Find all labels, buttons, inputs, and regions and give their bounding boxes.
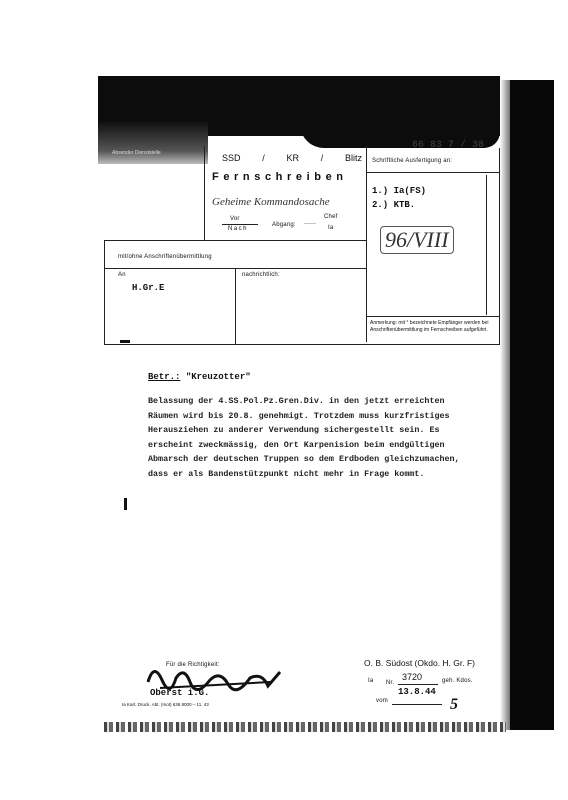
nachrichtlich-rule [235,268,236,344]
header-middle-rule [366,146,367,342]
blitz-label: Blitz [344,153,362,163]
abgang-value: —— [304,221,317,227]
nachrichtlich-label: nachrichtlich: [242,272,280,278]
an-row-left-rule [104,240,105,344]
fur-richtigkeit-label: Für die Richtigkeit: [166,662,220,668]
an-row-top-rule [104,240,366,241]
fernschreiben-title: Fernschreiben [212,171,348,183]
body-line: dass er als Bandenstützpunkt nicht mehr in Frage kommt. [148,468,425,479]
margin-mark [124,498,127,510]
top-dark-band-fade [98,120,208,164]
an-label: An [118,272,126,278]
subject-line [148,372,251,382]
anschrift-label: mit/ohne Anschriftenübermittlung [118,254,212,260]
vom-rule [392,704,442,705]
body-line: Abmarsch der deutschen Truppen so dem Erdboden gleichzumachen, [148,454,460,465]
handwritten-note: 96/VIII [380,226,454,254]
nr-value: 3720 [402,672,423,682]
kr-label: KR [286,153,299,163]
slash-2: / [320,153,324,163]
absender-label: Absender Dienststelle [112,150,161,156]
abgang-label: Abgang: [272,222,296,228]
reference-number: 66 83 7 / 38 [412,140,485,151]
ob-sudost: O. B. Südost (Okdo. H. Gr. F) [364,658,476,668]
anmerkung-rule [366,316,500,317]
body-line: erscheint zweckmässig, den Ort Karpenision beim endgültigen [148,439,445,450]
right-band-noise [500,80,510,730]
body-line: Herausziehen zu anderer Verwendung sichergestellt sein. Es [148,425,440,436]
recipient-top-rule [366,172,500,173]
header-right-rule [499,148,500,344]
betr-label: Betr.: [148,372,181,382]
oberst-signature: Oberst i.G. [150,688,210,698]
recipient-2: 2.) KTB. [372,200,416,210]
bottom-noise-band [104,722,506,732]
slash-1: / [262,153,265,163]
body-line: Räumen wird bis 20.8. genehmigt. Trotzdem muss kurzfristiges [148,410,450,421]
nr-rule [398,684,438,685]
printer-imprint: Ia Kart. Druck. Abt. (mot) 636 8000 – 11. 43 [122,702,209,707]
geheime-stamp: Geheime Kommandosache [212,196,330,208]
ssd-label: SSD [222,153,241,163]
vor-label: Vor [230,216,240,222]
geh-kdos: geh. Kdos. [442,678,473,684]
vom-label: vom [376,698,388,704]
right-dark-band [506,80,554,730]
footer-date: 13.8.44 [398,687,436,697]
ia-label: Ia [328,225,334,231]
nach-label: Nach [228,226,249,232]
recipient-box-rule [486,175,487,315]
chef-label: Chef [324,214,338,220]
nr-label: Nr. [386,680,395,686]
vor-nach-rule [222,224,258,225]
body-line: Belassung der 4.SS.Pol.Pz.Gren.Div. in den jetzt erreichten [148,396,445,406]
betr-value: "Kreuzotter" [185,372,251,382]
page-number: 5 [450,696,458,713]
priority-row [222,153,362,163]
an-value: H.Gr.E [132,283,165,293]
margin-dash [120,340,130,343]
footer-ia: Ia [368,678,374,684]
form-bottom-rule [104,344,500,345]
recipient-1: 1.) Ia(FS) [372,186,427,196]
anmerkung-text: Anmerkung: mit ° bezeichnete Empfänger werden bei Anschriftenübermittlung im Fernschreiben aufgeführt. [370,320,489,333]
schriftliche-label: Schriftliche Ausfertigung an: [372,158,453,164]
an-row-mid-rule [104,268,366,269]
header-left-rule [204,146,205,240]
body-text [148,394,460,482]
